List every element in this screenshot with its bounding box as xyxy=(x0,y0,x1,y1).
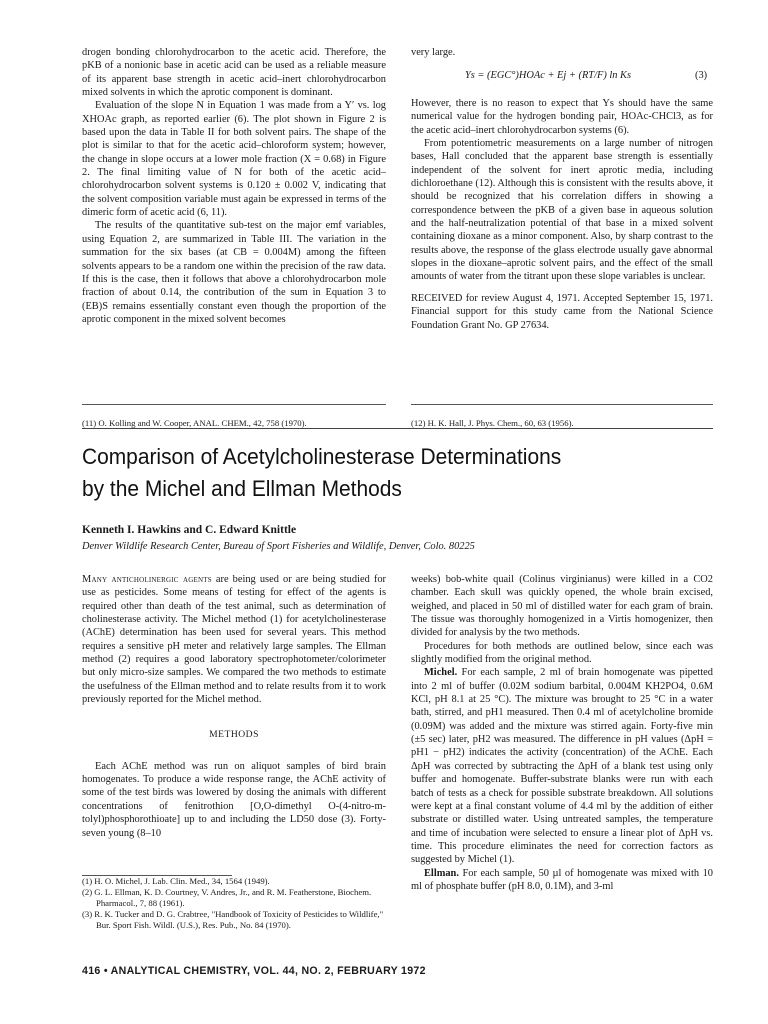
michel-label: Michel. xyxy=(424,667,458,679)
top-left-footnote: (11) O. Kolling and W. Cooper, ANAL. CHEM., 42, 758 (1970). xyxy=(82,418,307,428)
top-left-paragraph-3: The results of the quantitative sub-test on the major emf variables, using Equation 2, are summarized in Table III. The variation in the summation for the six bases (at CB = 0.004M) among the fifteen solvents appears to be a random one within the precision of the raw data. If this is the case, then it follows that above a chlorohydrocarbon mole fraction of about 0.14, the contribution of the sum in Equation 3 to (EB)S remains essentially constant even though the proportion of the aprotic component in the mixed solvent becomes xyxy=(82,220,386,325)
intro-text: are being used or are being studied for use as pesticides. Some means of testing for effect of the agents is required other than death of the test animal, such as determination of cholinesterase activity. The Michel method (1) for acetylcholinesterase (AChE) determination has been used for several years. This method requires a sensitive pH meter and relatively large samples. The Ellman method (2) requires a good laboratory spectrophotometer/colorimeter but only micro-size samples. We compared the two methods to estimate the usefulness of the Ellman method and to relate results from it to work previously reported for the Michel method. xyxy=(82,574,386,706)
top-right-footnote: (12) H. K. Hall, J. Phys. Chem., 60, 63 (1956). xyxy=(411,418,574,428)
top-right-paragraph-1: However, there is no reason to expect that Ys should have the same numerical value for the hydrogen bonding pair, HOAc-CHCl3, as for the acetic acid–inert chlorohydrocarbon systems (6). xyxy=(411,98,713,136)
footnote-1: (1) H. O. Michel, J. Lab. Clin. Med., 34, 1564 (1949). xyxy=(82,876,270,886)
procedures-paragraph: Procedures for both methods are outlined below, since each was slightly modified from the original method. xyxy=(411,640,713,666)
methods-heading: METHODS xyxy=(209,729,259,741)
michel-paragraph xyxy=(411,666,713,866)
equation-3: Ys = (EGC°)HOAc + Ej + (RT/F) ln Ks xyxy=(465,70,632,81)
quail-paragraph: weeks) bob-white quail (Colinus virginianus) were killed in a CO2 chamber. Each skull was quickly opened, the whole brain excised, weighed, and placed in 50 ml of distilled water for each gram of brain. The tissue was thoroughly homogenized in a Virtis homogenizer, then divided for analysis by the two methods. xyxy=(411,574,713,639)
michel-text: For each sample, 2 ml of brain homogenate was pipetted into 2 ml of buffer (0.02M sodium barbital, 0.004M KH2PO4, 0.6M KCl, pH 8.1 at 25 °C). The mixture was brought to 25 °C in a water bath, stirred, and pH1 measured. Then 0.4 ml of acetylcholine bromide (0.09M) was added and the mixture was stirred again. Forty-five min (±5 sec) later, pH2 was measured. The difference in pH values (ΔpH = pH1 − pH2) indicates the activity (concentration) of the AChE. Each ΔpH was corrected by subtracting the ΔpH of a blank test using only buffer and homogenate. Buffer-substrate blanks were run with each batch of tests as a check for possible substrate breakdown. All solutions were kept at a final constant volume of 4.4 ml by the addition of either substrate or distilled water. Using untreated samples, the temperature and time of incubation were selected to ensure a linear plot of ΔpH vs. time. This procedure eliminates the need for correction factors as suggested by Michel (1). xyxy=(411,667,713,866)
section-separator-rule xyxy=(82,428,713,429)
top-left-column xyxy=(82,46,386,326)
top-right-footnote-rule xyxy=(411,404,713,405)
footnote-2: (2) G. L. Ellman, K. D. Courtney, V. Andres, Jr., and R. M. Featherstone, Biochem. Pharmacol., 7, 88 (1961). xyxy=(82,887,372,908)
methods-paragraph: Each AChE method was run on aliquot samples of bird brain homogenates. To produce a wide response range, the AChE activity of some of the test birds was lowered by dosing the animals with different concentrations of fenitrothion [O,O-dimethyl O-(4-nitro-m-tolyl)phosphorothioate] up to and including the LD50 dose (3). Forty-seven young (8–10 xyxy=(82,760,386,839)
ellman-paragraph xyxy=(411,867,713,894)
equation-number: (3) xyxy=(695,70,708,81)
page-footer: 416 • ANALYTICAL CHEMISTRY, VOL. 44, NO. 2, FEBRUARY 1972 xyxy=(82,965,426,977)
footnote-3: (3) R. K. Tucker and D. G. Crabtree, "Handbook of Toxicity of Pesticides to Wildlife," Bur. Sport Fish. Wildl. (U.S.), Res. Pub., No. 84 (1970). xyxy=(82,909,384,930)
intro-smallcaps: Many anticholinergic agents xyxy=(82,574,212,585)
body-left-column xyxy=(82,573,386,840)
article-title-line-2: by the Michel and Ellman Methods xyxy=(82,476,402,501)
top-left-paragraph-2: Evaluation of the slope N in Equation 1 was made from a Y′ vs. log XHOAc graph, as reported earlier (6). The plot shown in Figure 2 is based upon the data in Table II for both solvent pairs. The shape of the plot is similar to that for the acetic acid–chloroform system; however, the change in slope occurs at a lower mole fraction (X = 0.68) in Figure 2. The final limiting value of N for both of the acetic acid–chlorohydrocarbon solvent systems is 0.120 ± 0.002 V, indicating that the solvent composition variable must again be expressed in terms of the dimeric form of acetic acid (6, 11). xyxy=(82,100,386,219)
top-left-footnote-rule xyxy=(82,404,386,405)
body-left-footnotes xyxy=(82,876,386,931)
intro-paragraph xyxy=(82,573,386,706)
top-right-lead: very large. xyxy=(411,47,456,58)
top-right-column xyxy=(411,97,713,332)
top-right-paragraph-2: From potentiometric measurements on a large number of nitrogen bases, Hall concluded that the apparent base strength is essentially independent of the solvent for inert aprotic media, including dichloroethane (12). Although this is consistent with the results above, it should be recognized that his correlation differs in showing a correspondence between the pKB of a given base in aqueous solution and the half-neutralization potential of that base in a mixed solvent containing dioxane as a minor component. Also, by sharp contrast to the results above, the response of the glass electrode usually gave abnormal slopes in the dioxane–aprotic solvent pairs, and the effect of the small amounts of water from the titrant upon these slope variables is unclear. xyxy=(411,138,713,283)
article-title xyxy=(82,441,677,505)
article-authors: Kenneth I. Hawkins and C. Edward Knittle xyxy=(82,524,297,536)
ellman-label: Ellman. xyxy=(424,867,459,879)
received-note: RECEIVED for review August 4, 1971. Accepted September 15, 1971. Financial support for this study came from the National Science Foundation Grant No. GP 27634. xyxy=(411,292,713,331)
article-title-line-1: Comparison of Acetylcholinesterase Determinations xyxy=(82,444,562,469)
ellman-text: For each sample, 50 µl of homogenate was mixed with 10 ml of phosphate buffer (pH 8.0, 0.1M), and 3-ml xyxy=(411,867,713,892)
article-affiliation: Denver Wildlife Research Center, Bureau of Sport Fisheries and Wildlife, Denver, Colo. 80225 xyxy=(82,541,475,552)
body-right-column xyxy=(411,573,713,893)
top-left-paragraph-1: drogen bonding chlorohydrocarbon to the acetic acid. Therefore, the pKB of a nonionic base in acetic acid can be used as a reliable measure of its apparent base strength in acetic acid–inert chlorohydrocarbon mixed solvents in which the aprotic component is dominant. xyxy=(82,47,386,99)
